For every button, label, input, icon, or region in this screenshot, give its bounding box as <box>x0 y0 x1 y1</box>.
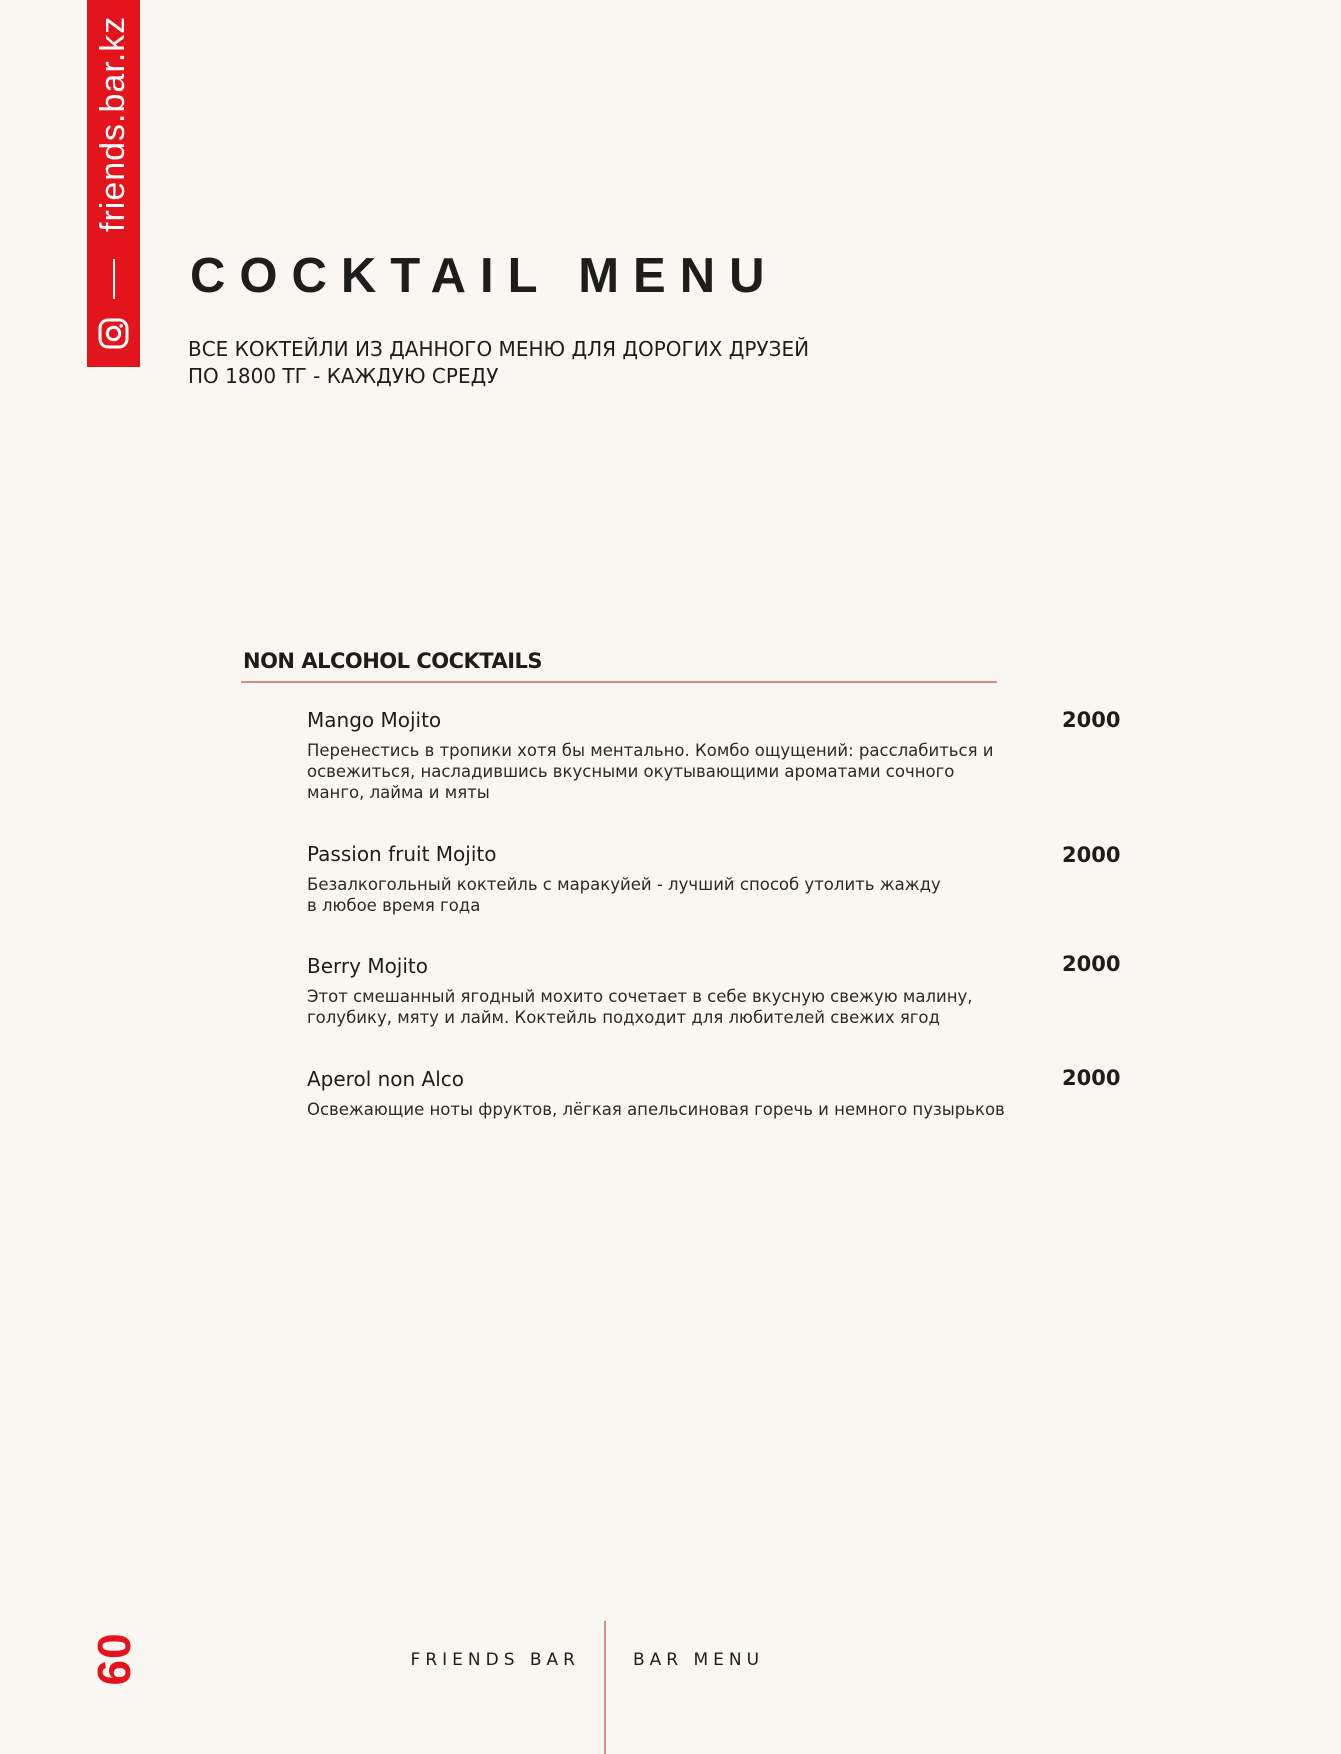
item-description-line: освежиться, насладившись вкусными окутывающими ароматами сочного <box>307 762 955 781</box>
item-price: 2000 <box>1062 952 1121 976</box>
item-name: Mango Mojito <box>307 708 442 732</box>
instagram-icon[interactable] <box>97 317 130 350</box>
item-description <box>307 1099 1027 1120</box>
footer-brand-label: FRIENDS BAR <box>410 1650 580 1670</box>
item-price: 2000 <box>1062 708 1121 732</box>
subtitle <box>188 336 809 390</box>
item-name: Berry Mojito <box>307 954 428 978</box>
instagram-tab <box>87 0 140 367</box>
item-description <box>307 986 1027 1028</box>
item-description-line: манго, лайма и мяты <box>307 783 490 802</box>
item-name: Aperol non Alco <box>307 1067 465 1091</box>
subtitle-line: ПО 1800 ТГ - КАЖДУЮ СРЕДУ <box>188 364 499 388</box>
item-description <box>307 874 1027 916</box>
page-title: COCKTAIL MENU <box>190 249 779 303</box>
instagram-handle[interactable]: friends.bar.kz <box>94 15 132 232</box>
item-description <box>307 740 1027 803</box>
item-description-line: Освежающие ноты фруктов, лёгкая апельсиновая горечь и немного пузырьков <box>307 1100 1005 1119</box>
footer-menu-label: BAR MENU <box>633 1650 765 1670</box>
subtitle-line: ВСЕ КОКТЕЙЛИ ИЗ ДАННОГО МЕНЮ ДЛЯ ДОРОГИХ ДРУЗЕЙ <box>188 337 810 361</box>
instagram-divider <box>113 259 115 299</box>
item-description-line: Этот смешанный ягодный мохито сочетает в себе вкусную свежую малину, <box>307 987 973 1006</box>
section-heading: NON ALCOHOL COCKTAILS <box>243 649 543 673</box>
item-price: 2000 <box>1062 1066 1121 1090</box>
item-price: 2000 <box>1062 843 1121 867</box>
section-divider <box>241 681 997 683</box>
page-number-text: 09 <box>88 1633 140 1687</box>
item-description-line: Безалкогольный коктейль с маракуйей - лучший способ утолить жажду <box>307 875 941 894</box>
item-description-line: Перенестись в тропики хотя бы ментально. Комбо ощущений: расслабиться и <box>307 741 994 760</box>
item-name: Passion fruit Mojito <box>307 842 497 866</box>
item-description-line: голубику, мяту и лайм. Коктейль подходит для любителей свежих ягод <box>307 1008 940 1027</box>
item-description-line: в любое время года <box>307 896 481 915</box>
footer-divider <box>604 1621 606 1754</box>
page-number <box>84 1620 144 1700</box>
